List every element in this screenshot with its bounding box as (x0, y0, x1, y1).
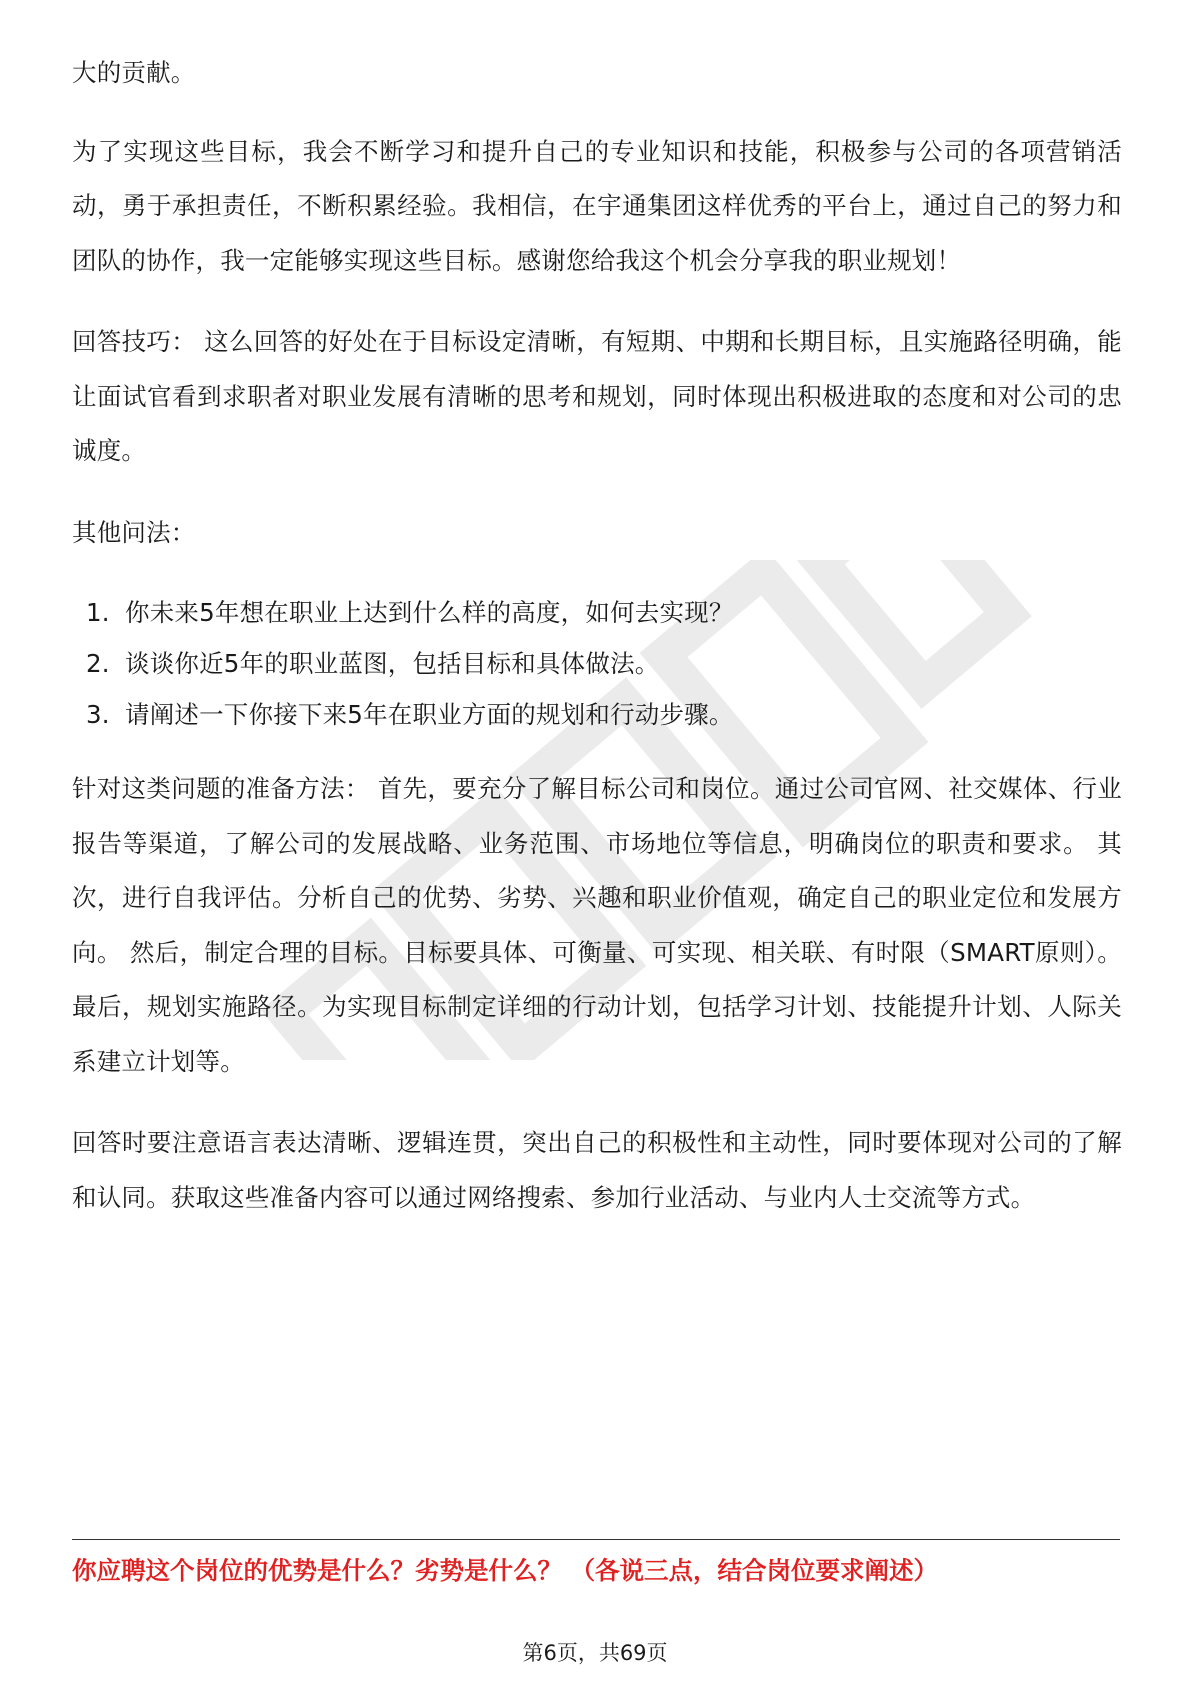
other-questions-list (72, 587, 1122, 740)
main-content (72, 46, 1122, 1252)
paragraph-preparation: 针对这类问题的准备方法： 首先，要充分了解目标公司和岗位。通过公司官网、社交媒体、行业报告等渠道，了解公司的发展战略、业务范围、市场地位等信息，明确岗位的职责和要求。 其次，进行自我评估。分析自己的优势、劣势、兴趣和职业价值观，确定自己的职业定位和发展方向。 然后，制定合理的目标。目标要具体、可衡量、可实现、相关联、有时限（SMART原则）。 最后，规划实施路径。为实现目标制定详细的行动计划，包括学习计划、技能提升计划、人际关系建立计划等。 (72, 774, 1122, 1076)
list-item-text: 请阐述一下你接下来5年在职业方面的规划和行动步骤。 (125, 700, 734, 729)
page-number-footer: 第6页，共69页 (522, 1641, 668, 1665)
section-divider (72, 1539, 1120, 1540)
next-question-heading: 你应聘这个岗位的优势是什么？劣势是什么？ （各说三点，结合岗位要求阐述） (72, 1556, 939, 1585)
paragraph-answer-guidance: 回答时要注意语言表达清晰、逻辑连贯，突出自己的积极性和主动性，同时要体现对公司的了解和认同。获取这些准备内容可以通过网络搜索、参加行业活动、与业内人士交流等方式。 (72, 1128, 1122, 1212)
list-item-number: 2. (86, 649, 110, 678)
paragraph-other-questions-heading: 其他问法： (72, 517, 196, 547)
list-item-number: 3. (86, 700, 110, 729)
list-item (72, 587, 1122, 638)
paragraph-answer-tips: 回答技巧： 这么回答的好处在于目标设定清晰，有短期、中期和长期目标，且实施路径明确，能让面试官看到求职者对职业发展有清晰的思考和规划，同时体现出积极进取的态度和对公司的忠诚度。 (72, 327, 1122, 465)
paragraph-goals: 为了实现这些目标，我会不断学习和提升自己的专业知识和技能，积极参与公司的各项营销活动，勇于承担责任，不断积累经验。我相信，在宇通集团这样优秀的平台上，通过自己的努力和团队的协作，我一定能够实现这些目标。感谢您给我这个机会分享我的职业规划！ (72, 136, 1122, 275)
list-item (72, 689, 1122, 740)
list-item (72, 638, 1122, 689)
list-item-number: 1. (86, 598, 110, 627)
list-item-text: 你未来5年想在职业上达到什么样的高度，如何去实现？ (125, 598, 734, 627)
list-item-text: 谈谈你近5年的职业蓝图，包括目标和具体做法。 (125, 649, 660, 678)
paragraph-contribution: 大的贡献。 (72, 58, 196, 87)
